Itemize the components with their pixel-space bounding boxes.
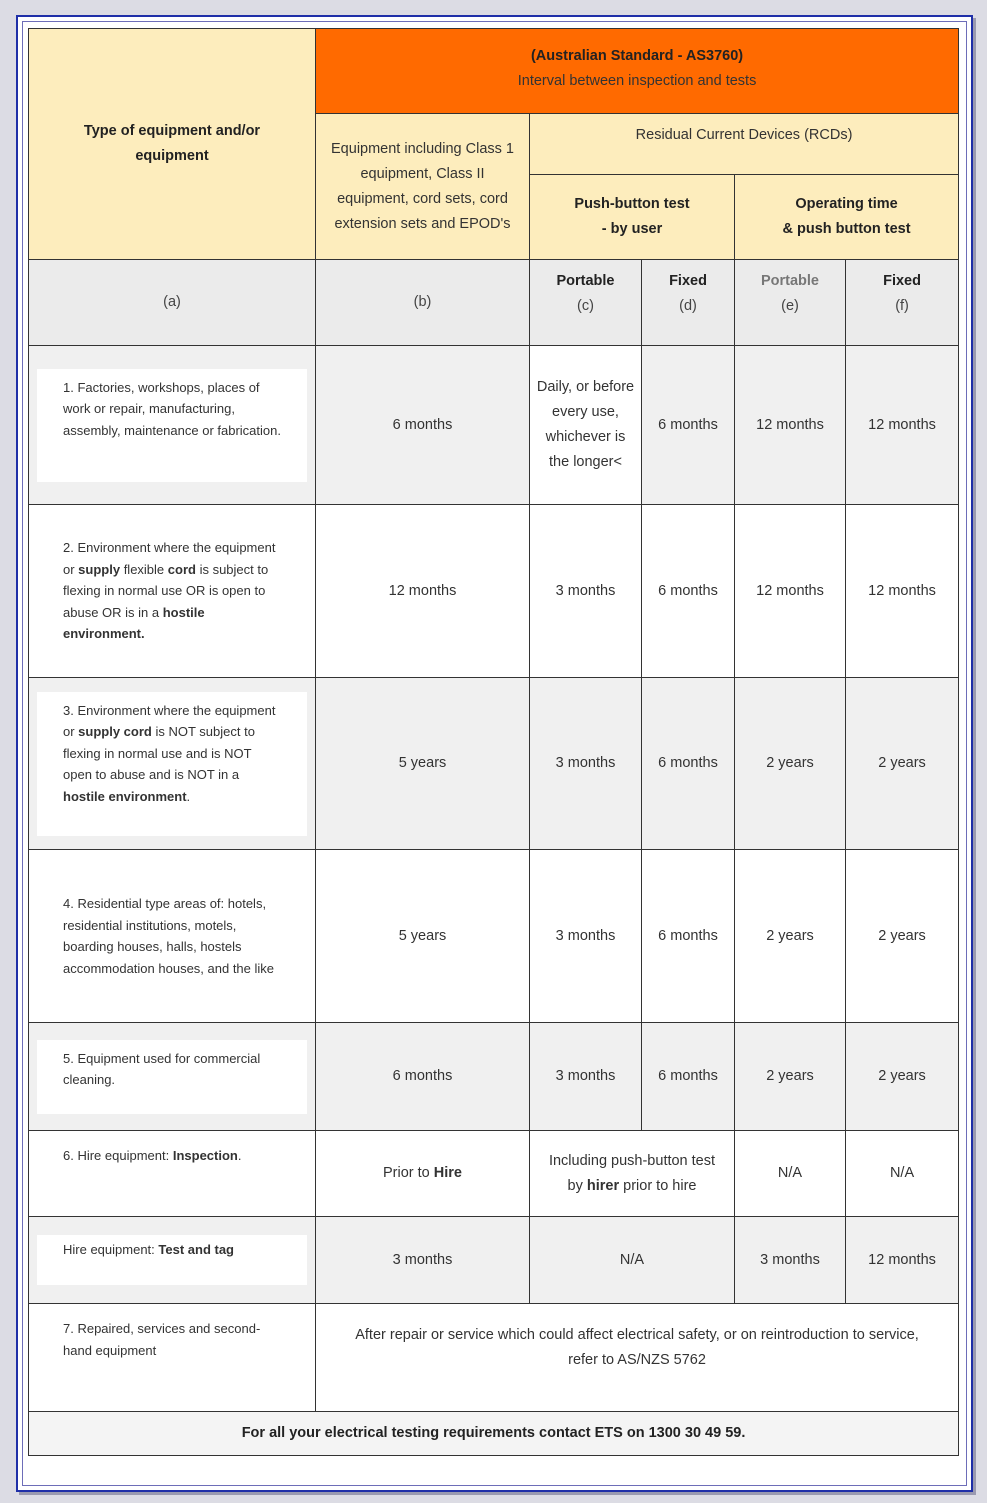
col-label-b: (b) (316, 260, 530, 346)
cell-d: 6 months (642, 678, 735, 850)
header-pushbutton-test: Push-button test - by user (530, 175, 735, 260)
header-operating-time: Operating time & push button test (735, 175, 959, 260)
cell-f: 12 months (846, 1217, 959, 1304)
row-description: 7. Repaired, services and second-hand equipment (29, 1304, 316, 1412)
col-label-a: (a) (29, 260, 316, 346)
col-label-c: Portable (c) (530, 260, 642, 346)
col-label-f: Fixed (f) (846, 260, 959, 346)
cell-d: 6 months (642, 850, 735, 1023)
cell-b: Prior to Hire (316, 1131, 530, 1217)
cell-cd: N/A (530, 1217, 735, 1304)
cell-c: Daily, or before every use, whichever is the longer< (530, 346, 642, 505)
cell-c: 3 months (530, 850, 642, 1023)
row-description: 6. Hire equipment: Inspection. (29, 1131, 316, 1217)
cell-f: 12 months (846, 505, 959, 678)
cell-e: 2 years (735, 850, 846, 1023)
table-row (29, 850, 959, 1023)
cell-d: 6 months (642, 346, 735, 505)
row-description: Hire equipment: Test and tag (29, 1217, 316, 1304)
cell-e: 2 years (735, 1023, 846, 1131)
cell-e: 2 years (735, 678, 846, 850)
cell-f: 2 years (846, 1023, 959, 1131)
row-description: 4. Residential type areas of: hotels, residential institutions, motels, boarding houses, halls, hostels accommodation houses, and the like (29, 850, 316, 1023)
col-label-e: Portable (e) (735, 260, 846, 346)
cell-repair-note: After repair or service which could affect electrical safety, or on reintroduction to service, refer to AS/NZS 5762 (316, 1304, 959, 1412)
cell-f: 2 years (846, 678, 959, 850)
cell-b: 6 months (316, 346, 530, 505)
cell-f: 2 years (846, 850, 959, 1023)
header-equipment-type: Type of equipment and/or equipment (29, 29, 316, 260)
col-label-d: Fixed (d) (642, 260, 735, 346)
cell-b: 5 years (316, 850, 530, 1023)
header-equipment-class: Equipment including Class 1 equipment, Class II equipment, cord sets, cord extension sets and EPOD's (316, 114, 530, 260)
table-row (29, 346, 959, 505)
row-description: 3. Environment where the equipment or supply cord is NOT subject to flexing in normal use and is NOT open to abuse and is NOT in a hostile environment. (29, 678, 316, 850)
table-row (29, 1217, 959, 1304)
table-row (29, 678, 959, 850)
cell-e: 12 months (735, 346, 846, 505)
cell-cd: Including push-button test by hirer prior to hire (530, 1131, 735, 1217)
cell-b: 5 years (316, 678, 530, 850)
standard-subtitle: Interval between inspection and tests (517, 73, 757, 89)
cell-e: 12 months (735, 505, 846, 678)
table-row (29, 1304, 959, 1412)
row-description: 5. Equipment used for commercial cleaning. (29, 1023, 316, 1131)
cell-e: N/A (735, 1131, 846, 1217)
row-description: 1. Factories, workshops, places of work or repair, manufacturing, assembly, maintenance or fabrication. (29, 346, 316, 505)
cell-c: 3 months (530, 505, 642, 678)
cell-b: 3 months (316, 1217, 530, 1304)
cell-e: 3 months (735, 1217, 846, 1304)
standard-title: (Australian Standard - AS3760) (530, 48, 744, 64)
cell-d: 6 months (642, 1023, 735, 1131)
row-description: 2. Environment where the equipment or supply flexible cord is subject to flexing in normal use OR is open to abuse OR is in a hostile environment. (29, 505, 316, 678)
cell-c: 3 months (530, 678, 642, 850)
cell-f: N/A (846, 1131, 959, 1217)
cell-f: 12 months (846, 346, 959, 505)
cell-b: 12 months (316, 505, 530, 678)
contact-footer: For all your electrical testing requirements contact ETS on 1300 30 49 59. (29, 1412, 959, 1456)
table-row (29, 1023, 959, 1131)
header-standard (316, 29, 959, 114)
cell-d: 6 months (642, 505, 735, 678)
table-row (29, 1131, 959, 1217)
table-row (29, 505, 959, 678)
header-rcd: Residual Current Devices (RCDs) (530, 114, 959, 175)
inspection-interval-table (28, 28, 959, 1456)
cell-c: 3 months (530, 1023, 642, 1131)
cell-b: 6 months (316, 1023, 530, 1131)
